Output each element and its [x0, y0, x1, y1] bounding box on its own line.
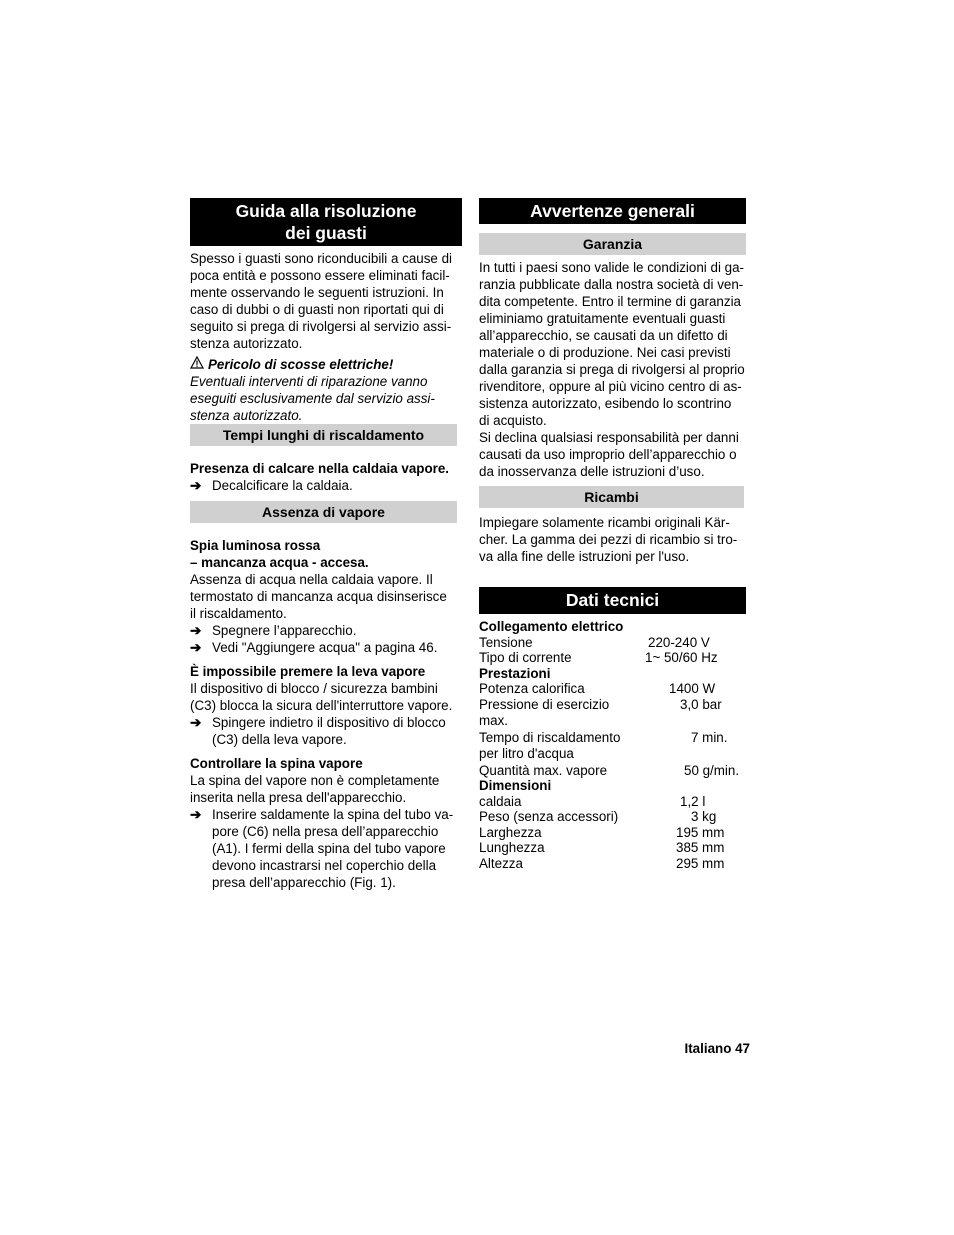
- text-line: poca entità e possono essere eliminati facil-: [190, 268, 450, 283]
- section-heading-steam: Assenza di vapore: [190, 501, 457, 523]
- text-line: Spesso i guasti sono riconducibili a cause di: [190, 251, 453, 266]
- left-column: [190, 198, 462, 891]
- spec-label: Larghezza: [479, 824, 542, 840]
- spec-row: [479, 730, 754, 763]
- cause-heading: – mancanza acqua - accesa.: [190, 555, 369, 570]
- text-line: inserita nella presa dell'apparecchio.: [190, 790, 407, 805]
- spec-value: 3 kg: [691, 809, 717, 824]
- step-text: Inserire saldamente la spina del tubo va-: [212, 807, 454, 822]
- spec-row: [479, 681, 754, 697]
- spec-table: [479, 619, 754, 871]
- cause-heading: Spia luminosa rossa: [190, 538, 321, 553]
- text-line: La spina del vapore non è completamente: [190, 773, 440, 788]
- spec-label-line: Pressione di esercizio: [479, 696, 610, 712]
- text-line: rivenditore, oppure al più vicino centro di as-: [479, 379, 742, 394]
- spec-row: [479, 650, 754, 666]
- page-footer: Italiano 47: [684, 1041, 750, 1056]
- spec-value: 50 g/min.: [684, 762, 740, 778]
- text-line: ranzia pubblicate dalla nostra società di ven-: [479, 277, 744, 292]
- text-line: Si declina qualsiasi responsabilità per danni: [479, 430, 739, 445]
- step-text: (C3) della leva vapore.: [212, 732, 347, 747]
- spec-value: 7 min.: [691, 729, 728, 745]
- spec-label-line: per litro d'acqua: [479, 746, 574, 761]
- spec-row: [479, 809, 754, 825]
- step-text: Spingere indietro il dispositivo di blocco: [212, 715, 446, 730]
- right-column: [479, 198, 754, 871]
- spec-row: [479, 697, 754, 730]
- spec-row: [479, 825, 754, 841]
- text-line: sistenza autorizzato, esibendo lo scontrino: [479, 396, 732, 411]
- text-line: va alla fine delle istruzioni per l'uso.: [479, 549, 690, 564]
- text-line: di acquisto.: [479, 413, 547, 428]
- warning-triangle-icon: [190, 356, 204, 373]
- spec-value: 220-240 V: [648, 634, 710, 650]
- spec-label: Peso (senza accessori): [479, 809, 619, 824]
- step-text: Vedi "Aggiungere acqua" a pagina 46.: [212, 640, 438, 655]
- spare-parts-paragraph: [479, 514, 754, 565]
- step-text: Decalcificare la caldaia.: [212, 478, 353, 493]
- warranty-paragraph: [479, 259, 754, 480]
- cause-heading: Controllare la spina vapore: [190, 756, 363, 771]
- spec-label: [479, 697, 639, 730]
- arrow-right-icon: ➔: [190, 478, 202, 493]
- step-item: [190, 714, 462, 748]
- text-line: mente osservando le seguenti istruzioni. In: [190, 285, 444, 300]
- text-line: dalla garanzia si prega di rivolgersi al proprio: [479, 362, 745, 377]
- spec-value: 385 mm: [676, 840, 725, 855]
- text-line: seguito si prega di rivolgersi al servizio assi-: [190, 319, 452, 334]
- arrow-right-icon: ➔: [190, 807, 202, 822]
- technical-data-heading: Dati tecnici: [479, 587, 746, 614]
- spec-row: [479, 840, 754, 856]
- spec-label: [479, 730, 639, 763]
- spec-label-line: max.: [479, 713, 509, 728]
- text-line: Il dispositivo di blocco / sicurezza bambini: [190, 681, 438, 696]
- warning-title: [190, 356, 462, 373]
- spec-label: Lunghezza: [479, 840, 545, 855]
- spec-row: [479, 763, 754, 779]
- spec-label: Quantità max. vapore: [479, 762, 608, 778]
- spec-value: 1~ 50/60 Hz: [645, 650, 718, 665]
- intro-paragraph: [190, 250, 462, 352]
- spec-label-line: Tempo di riscaldamento: [479, 729, 621, 745]
- spec-value: 295 mm: [676, 855, 725, 871]
- spec-group-heading: Prestazioni: [479, 665, 551, 681]
- text-line: stenza autorizzato.: [190, 408, 303, 423]
- cause-heading: È impossibile premere la leva vapore: [190, 664, 426, 679]
- cause-heading: Presenza di calcare nella caldaia vapore.: [190, 461, 450, 476]
- spec-value: 195 mm: [676, 824, 725, 840]
- arrow-right-icon: ➔: [190, 623, 202, 638]
- spec-value: 1,2 l: [680, 793, 706, 809]
- spec-value: 3,0 bar: [680, 696, 722, 712]
- spec-row: [479, 635, 754, 651]
- arrow-right-icon: ➔: [190, 715, 202, 730]
- spec-label: caldaia: [479, 793, 522, 809]
- text-line: termostato di mancanza acqua disinserisce: [190, 589, 447, 604]
- step-item: [190, 622, 462, 639]
- step-item: [190, 639, 462, 656]
- warning-title-text: Pericolo di scosse elettriche!: [208, 357, 394, 372]
- spec-label: Tensione: [479, 634, 533, 650]
- text-line: eliminiamo gratuitamente eventuali guasti: [479, 311, 726, 326]
- section-heading-spare-parts: Ricambi: [479, 486, 744, 508]
- section-heading-warranty: Garanzia: [479, 233, 746, 255]
- text-line: all’apparecchio, se causati da un difetto di: [479, 328, 728, 343]
- step-text: devono incastrarsi nel coperchio della: [212, 858, 437, 873]
- step-text: pore (C6) nella presa dell’apparecchio: [212, 824, 439, 839]
- heading-line-1: Guida alla risoluzione: [235, 201, 417, 221]
- spec-group-heading: Dimensioni: [479, 778, 552, 793]
- warning-block: [190, 356, 462, 424]
- step-item: [190, 806, 462, 891]
- step-text: Spegnere l’apparecchio.: [212, 623, 357, 638]
- text-line: Assenza di acqua nella caldaia vapore. Il: [190, 572, 433, 587]
- text-line: dita competente. Entro il termine di garanzia: [479, 294, 742, 309]
- arrow-right-icon: ➔: [190, 640, 202, 655]
- text-line: causati da uso improprio dell’apparecchio o: [479, 447, 737, 462]
- spec-label: Potenza calorifica: [479, 681, 585, 696]
- general-notes-heading: Avvertenze generali: [479, 198, 746, 224]
- text-line: Eventuali interventi di riparazione vanno: [190, 374, 428, 389]
- spec-value: 1400 W: [669, 681, 716, 696]
- text-line: (C3) blocca la sicura dell'interruttore vapore.: [190, 698, 453, 713]
- spec-label: Altezza: [479, 855, 523, 871]
- text-line: stenza autorizzato.: [190, 336, 303, 351]
- step-text: (A1). I fermi della spina del tubo vapore: [212, 841, 446, 856]
- text-line: Impiegare solamente ricambi originali Kär-: [479, 515, 730, 530]
- spec-row: [479, 794, 754, 810]
- spec-label: Tipo di corrente: [479, 650, 572, 665]
- heading-line-2: dei guasti: [285, 223, 367, 243]
- spec-group-heading: Collegamento elettrico: [479, 619, 624, 634]
- text-line: caso di dubbi o di guasti non riportati qui di: [190, 302, 444, 317]
- step-item: [190, 477, 462, 494]
- troubleshooting-heading: [190, 198, 462, 246]
- text-line: cher. La gamma dei pezzi di ricambio si tro-: [479, 532, 738, 547]
- text-line: In tutti i paesi sono valide le condizioni di ga-: [479, 260, 744, 275]
- text-line: eseguiti esclusivamente dal servizio assi-: [190, 391, 435, 406]
- text-line: da inosservanza delle istruzioni d’uso.: [479, 464, 705, 479]
- step-text: presa dell’apparecchio (Fig. 1).: [212, 875, 396, 890]
- text-line: materiale o di produzione. Nei casi previsti: [479, 345, 731, 360]
- spec-row: [479, 856, 754, 872]
- text-line: il riscaldamento.: [190, 606, 287, 621]
- section-heading-heating: Tempi lunghi di riscaldamento: [190, 424, 457, 446]
